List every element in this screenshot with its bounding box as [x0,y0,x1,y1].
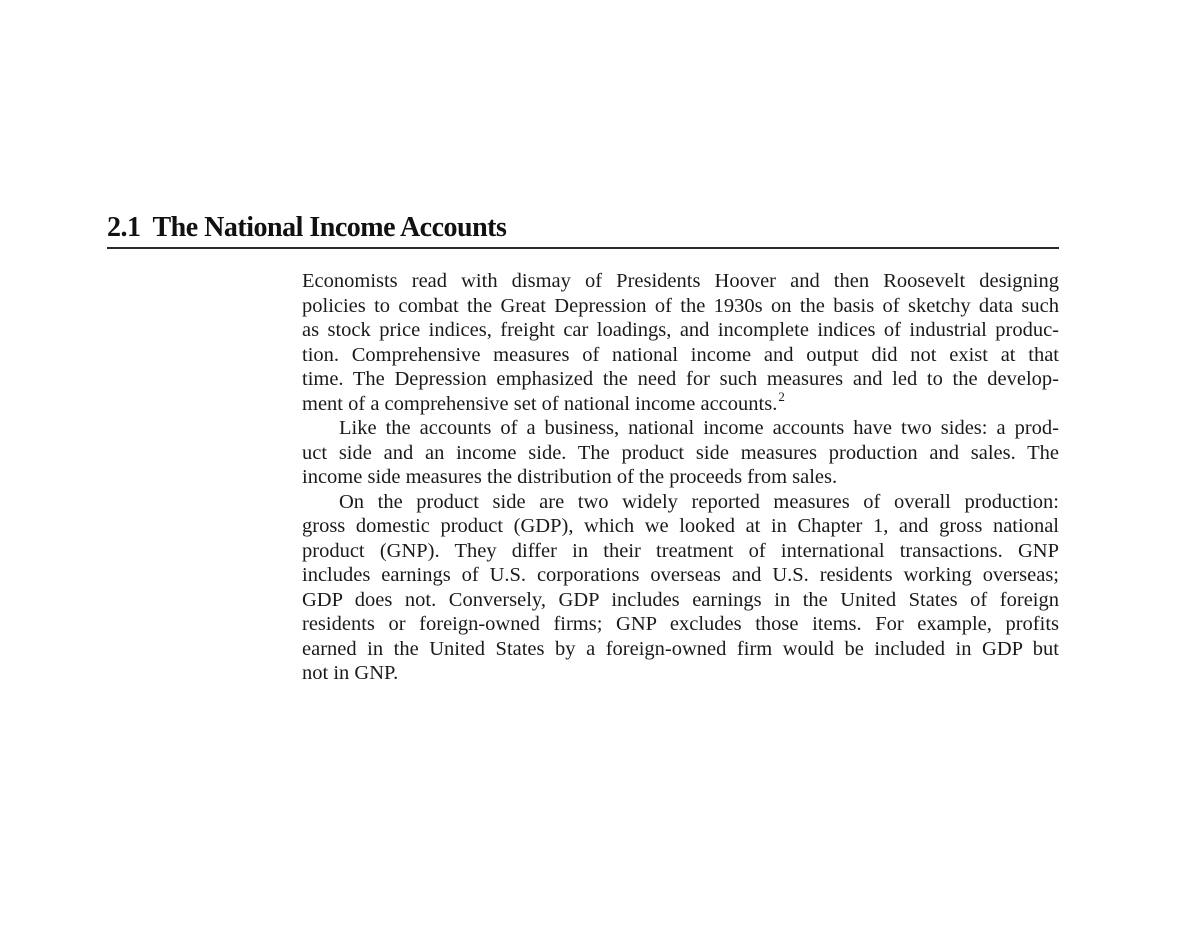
paragraph-1 [302,269,1059,416]
text-line: uct side and an income side. The product side measures production and sales. The [302,441,1059,464]
section-heading [107,211,506,245]
paragraph-2 [302,416,1059,490]
text-line: Like the accounts of a business, national income accounts have two sides: a prod- [339,417,1059,439]
text-line: product (GNP). They differ in their treatment of international transactions. GNP [302,539,1059,562]
section-number: 2.1 [107,212,141,243]
text-line: includes earnings of U.S. corporations overseas and U.S. residents working overseas; [302,564,1059,586]
text-line: not in GNP. [302,662,399,684]
text-line-content: ment of a comprehensive set of national income accounts. [302,392,778,415]
text-line: policies to combat the Great Depression of the 1930s on the basis of sketchy data such [302,294,1059,317]
text-line [302,388,1059,417]
text-line: earned in the United States by a foreign-owned firm would be included in GDP but [302,637,1059,660]
text-line: gross domestic product (GDP), which we looked at in Chapter 1, and gross national [302,515,1059,537]
body-text [302,269,1059,686]
text-line: time. The Depression emphasized the need for such measures and led to the develop- [302,368,1059,390]
text-line: residents or foreign-owned firms; GNP excludes those items. For example, profits [302,613,1059,635]
text-line: tion. Comprehensive measures of national income and output did not exist at that [302,343,1059,366]
section-title: The National Income Accounts [152,212,507,243]
text-line: Economists read with dismay of Presidents Hoover and then Roosevelt designing [302,270,1059,292]
section-header [107,207,1059,249]
text-line: GDP does not. Conversely, GDP includes earnings in the United States of foreign [302,588,1059,611]
text-line: On the product side are two widely reported measures of overall production: [339,490,1059,513]
paragraph-3 [302,490,1059,686]
text-line: as stock price indices, freight car loadings, and incomplete indices of industrial produc- [302,319,1059,341]
footnote-marker[interactable]: 2 [778,388,785,404]
text-line: income side measures the distribution of the proceeds from sales. [302,466,838,488]
